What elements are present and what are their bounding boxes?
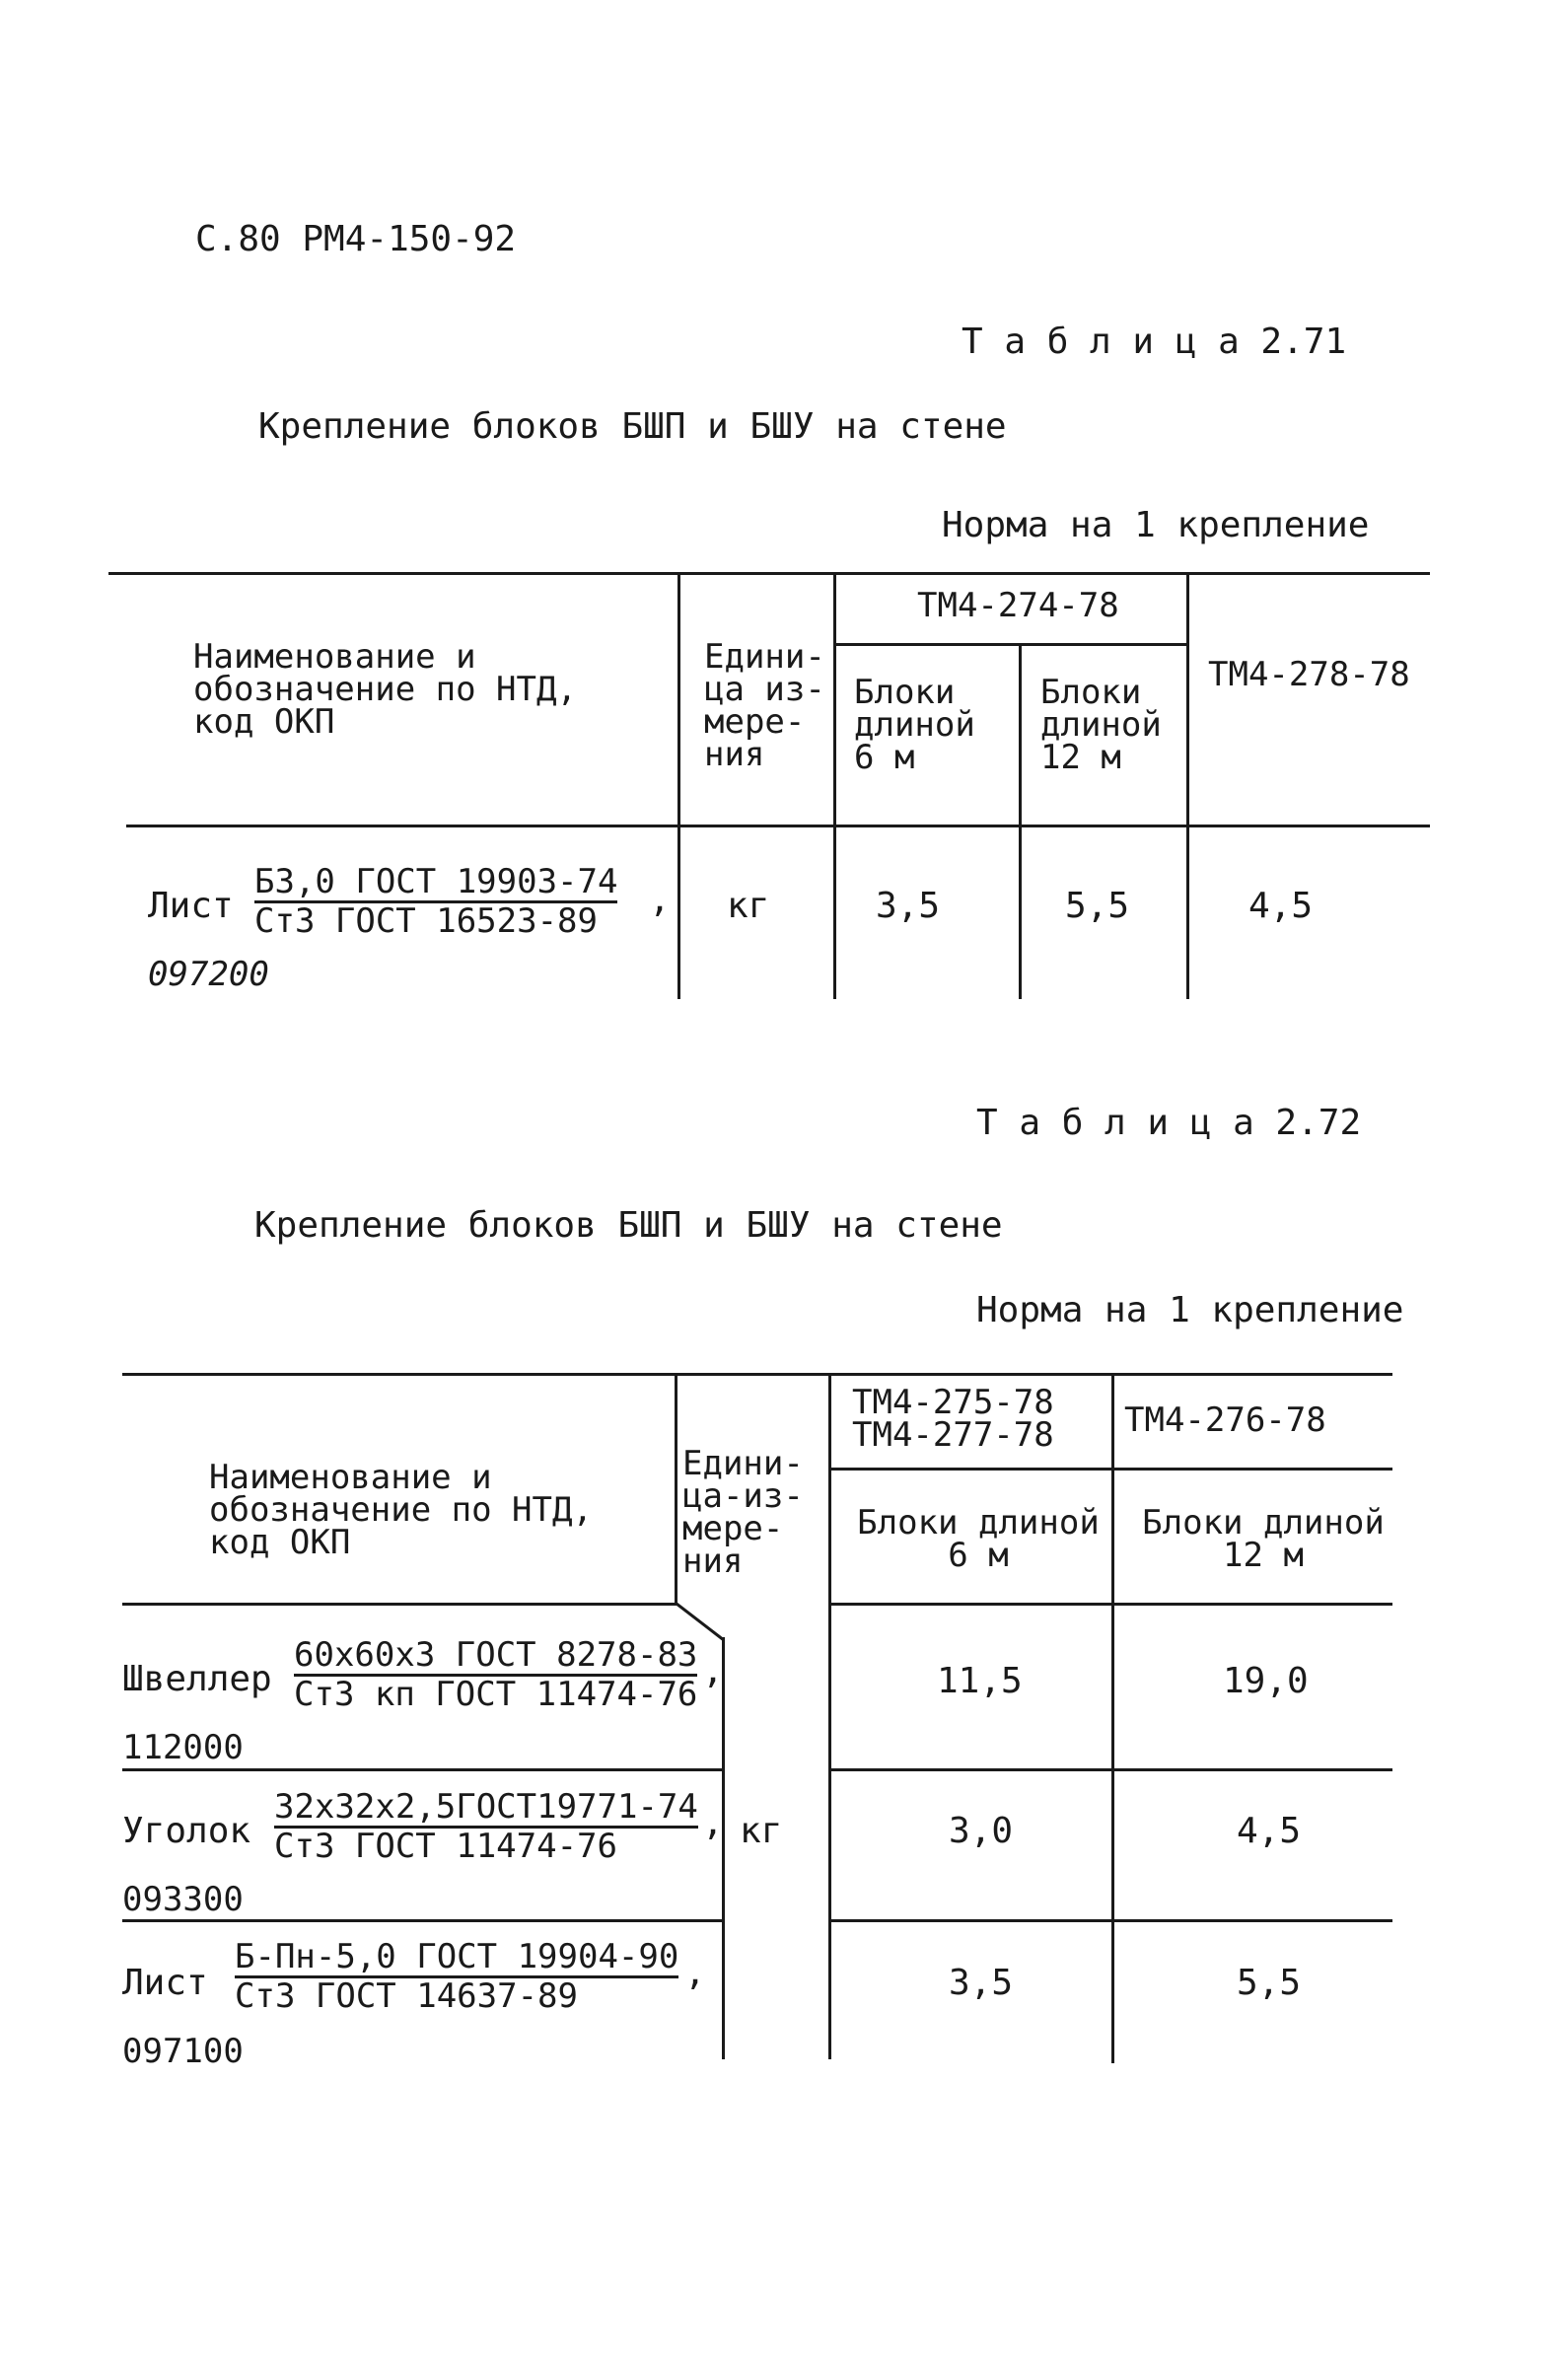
table1-top-rule xyxy=(108,572,1430,575)
table1-vrule-4 xyxy=(1186,572,1189,999)
table1-row-numerator: Б3,0 ГОСТ 19903-74 xyxy=(254,862,618,901)
table2-unit: кг xyxy=(740,1811,783,1851)
table1-vrule-1 xyxy=(677,572,680,999)
table1-norm: Норма на 1 крепление xyxy=(942,505,1370,545)
table2-row2-value-2: 4,5 xyxy=(1237,1811,1302,1851)
table2-row2-rule-left xyxy=(122,1919,724,1922)
table2-row2-numerator: 32х32х2,5ГОСТ19771-74 xyxy=(274,1787,698,1827)
table2-row3-numerator: Б-Пн-5,0 ГОСТ 19904-90 xyxy=(235,1937,679,1976)
table2-vrule-3 xyxy=(1111,1373,1114,2063)
table2-header-col2-sub: Блоки длиной 12 м xyxy=(1142,1503,1385,1575)
table2-header-unit: Едини- ца-из- мере- ния xyxy=(682,1444,804,1581)
table1-row-value-2: 5,5 xyxy=(1065,886,1130,926)
table2-row2-comma: , xyxy=(702,1803,724,1843)
table1-vrule-3 xyxy=(1019,643,1022,999)
table2-row1-value-1: 11,5 xyxy=(937,1661,1023,1701)
table2-row3-value-1: 3,5 xyxy=(949,1963,1014,2003)
table1-header-sub1: Блоки длиной 6 м xyxy=(854,673,975,777)
table2-row2-denominator: Ст3 ГОСТ 11474-76 xyxy=(274,1827,617,1866)
table1-title: Крепление блоков БШП и БШУ на стене xyxy=(258,406,1007,447)
table2-row1-code: 112000 xyxy=(122,1728,244,1767)
table2-row3-code: 097100 xyxy=(122,2032,244,2071)
table2-row3-denominator: Ст3 ГОСТ 14637-89 xyxy=(235,1976,578,2016)
table2-row1-fraction xyxy=(294,1637,697,1712)
table2-header-col2-top: ТМ4-276-78 xyxy=(1124,1400,1326,1440)
table2-header-rule-left xyxy=(122,1603,677,1606)
table2-row1-comma: , xyxy=(702,1651,724,1691)
table2-row3-name: Лист xyxy=(122,1963,208,2003)
table1-label: Т а б л и ц а 2.71 xyxy=(962,322,1347,362)
table1-row-fraction xyxy=(254,864,617,939)
table1-row-denominator: Ст3 ГОСТ 16523-89 xyxy=(254,901,598,941)
table1-row-code: 097200 xyxy=(148,955,269,994)
table1-row-unit: кг xyxy=(727,886,770,926)
table2-row2-value-1: 3,0 xyxy=(949,1811,1014,1851)
table2-row1-name: Швеллер xyxy=(122,1659,272,1699)
table2-row2-code: 093300 xyxy=(122,1880,244,1919)
table1-header-col3: ТМ4-278-78 xyxy=(1208,655,1410,694)
table2-vrule-1b xyxy=(722,1637,725,2059)
table2-row3-value-2: 5,5 xyxy=(1237,1963,1302,2003)
table1-row-value-1: 3,5 xyxy=(876,886,941,926)
table2-vrule-2 xyxy=(828,1373,831,2059)
table2-top-rule xyxy=(122,1373,1392,1376)
table2-norm: Норма на 1 крепление xyxy=(976,1290,1404,1330)
table2-row1-value-2: 19,0 xyxy=(1223,1661,1309,1701)
table1-header-unit: Едини- ца из- мере- ния xyxy=(704,637,825,774)
table2-label: Т а б л и ц а 2.72 xyxy=(976,1103,1362,1143)
table1-header-group: ТМ4-274-78 xyxy=(917,586,1119,625)
table2-row3-fraction xyxy=(235,1939,678,2014)
table1-header-rule xyxy=(126,825,1430,827)
table2-vrule-1 xyxy=(675,1373,677,1606)
table2-row1-numerator: 60х60х3 ГОСТ 8278-83 xyxy=(294,1635,698,1675)
page-header: С.80 РМ4-150-92 xyxy=(195,219,517,259)
table1-header-sub2: Блоки длиной 12 м xyxy=(1040,673,1162,777)
table1-header-name: Наименование и обозначение по НТД, код ОКП xyxy=(193,637,577,742)
table2-row1-denominator: Ст3 кп ГОСТ 11474-76 xyxy=(294,1675,698,1714)
table2-header-name: Наименование и обозначение по НТД, код ОКП xyxy=(209,1458,593,1562)
table1-row-comma: , xyxy=(649,880,671,920)
table1-vrule-2 xyxy=(833,572,836,999)
table2-row2-name: Уголок xyxy=(122,1811,251,1851)
table1-row-value-3: 4,5 xyxy=(1248,886,1314,926)
table2-row3-comma: , xyxy=(684,1953,706,1993)
table2-row2-fraction xyxy=(274,1789,698,1864)
table2-header-col1-top: ТМ4-275-78 ТМ4-277-78 xyxy=(852,1383,1054,1455)
table1-group-rule xyxy=(833,643,1188,646)
table2-header-col1-sub: Блоки длиной 6 м xyxy=(857,1503,1100,1575)
table2-row1-rule-left xyxy=(122,1768,724,1771)
table2-title: Крепление блоков БШП и БШУ на стене xyxy=(254,1205,1003,1246)
table1-row-name: Лист xyxy=(148,886,234,926)
